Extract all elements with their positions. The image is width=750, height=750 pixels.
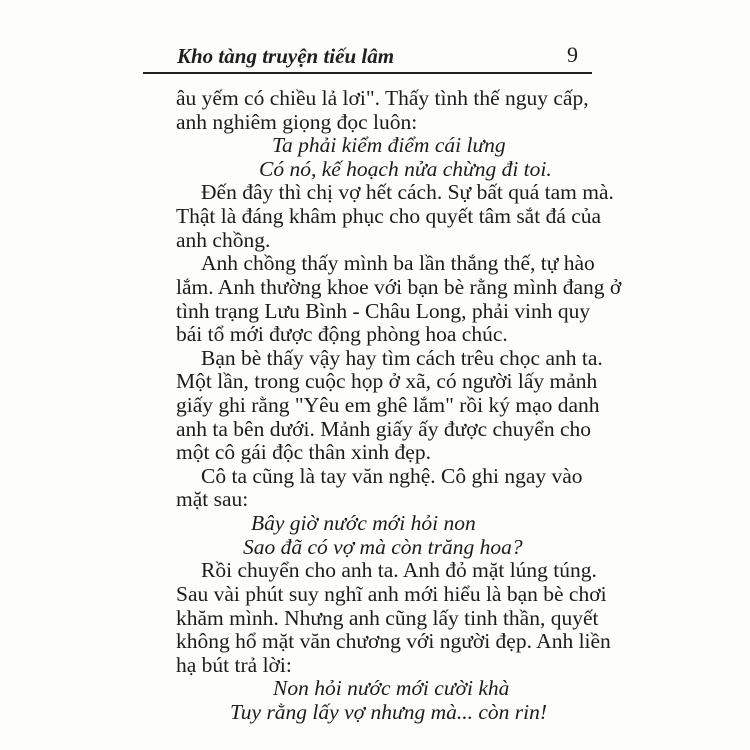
text-line: Sau vài phút suy nghĩ anh mới hiểu là bạn bè chơi xyxy=(176,581,607,606)
verse-line: Bây giờ nước mới hỏi non xyxy=(251,511,476,536)
text-line: anh chồng. xyxy=(176,227,271,252)
verse-line: Sao đã có vợ mà còn trăng hoa? xyxy=(243,534,523,559)
text-line: một cô gái độc thân xinh đẹp. xyxy=(176,440,431,465)
verse-line: Ta phải kiểm điểm cái lưng xyxy=(272,133,506,158)
text-line: tình trạng Lưu Bình - Châu Long, phải vinh quy xyxy=(176,298,591,323)
text-line: hạ bút trả lời: xyxy=(176,652,292,677)
text-line: giấy ghi rằng "Yêu em ghê lắm" rồi ký mạo danh xyxy=(176,393,600,417)
text-line: khăm mình. Nhưng anh cũng lấy tinh thần, quyết xyxy=(176,605,599,630)
text-line: bái tổ mới được động phòng hoa chúc. xyxy=(176,322,508,347)
verse-line: Non hỏi nước mới cười khà xyxy=(273,676,510,701)
text-line: lắm. Anh thường khoe với bạn bè rằng mình đang ở xyxy=(176,274,622,299)
text-line: âu yếm có chiều lả lơi". Thấy tình thế nguy cấp, xyxy=(176,86,589,110)
verse-line: Tuy rằng lấy vợ nhưng mà... còn rin! xyxy=(230,700,548,724)
text-line: Thật là đáng khâm phục cho quyết tâm sắt đá của xyxy=(176,204,602,229)
text-line: Anh chồng thấy mình ba lần thắng thế, tự hào xyxy=(201,251,595,276)
text-line: không hổ mặt văn chương với người đẹp. Anh liền xyxy=(176,629,611,654)
running-header xyxy=(143,38,592,74)
text-line: Cô ta cũng là tay văn nghệ. Cô ghi ngay vào xyxy=(201,463,583,488)
text-line: anh nghiêm giọng đọc luôn: xyxy=(176,109,418,134)
text-line: Đến đây thì chị vợ hết cách. Sự bất quá tam mà. xyxy=(201,180,614,205)
text-line: Một lần, trong cuộc họp ở xã, có người lấy mảnh xyxy=(176,369,598,394)
verse-line: Có nó, kế hoạch nửa chừng đi toi. xyxy=(259,156,552,181)
text-line: mặt sau: xyxy=(176,487,249,512)
text-line: Bạn bè thấy vậy hay tìm cách trêu chọc anh ta. xyxy=(201,345,603,370)
header-title: Kho tàng truyện tiếu lâm xyxy=(177,44,395,68)
text-line: anh ta bên dưới. Mảnh giấy ấy được chuyển cho xyxy=(176,416,592,441)
page-number: 9 xyxy=(567,42,578,67)
text-line: Rồi chuyển cho anh ta. Anh đỏ mặt lúng túng. xyxy=(201,558,597,583)
